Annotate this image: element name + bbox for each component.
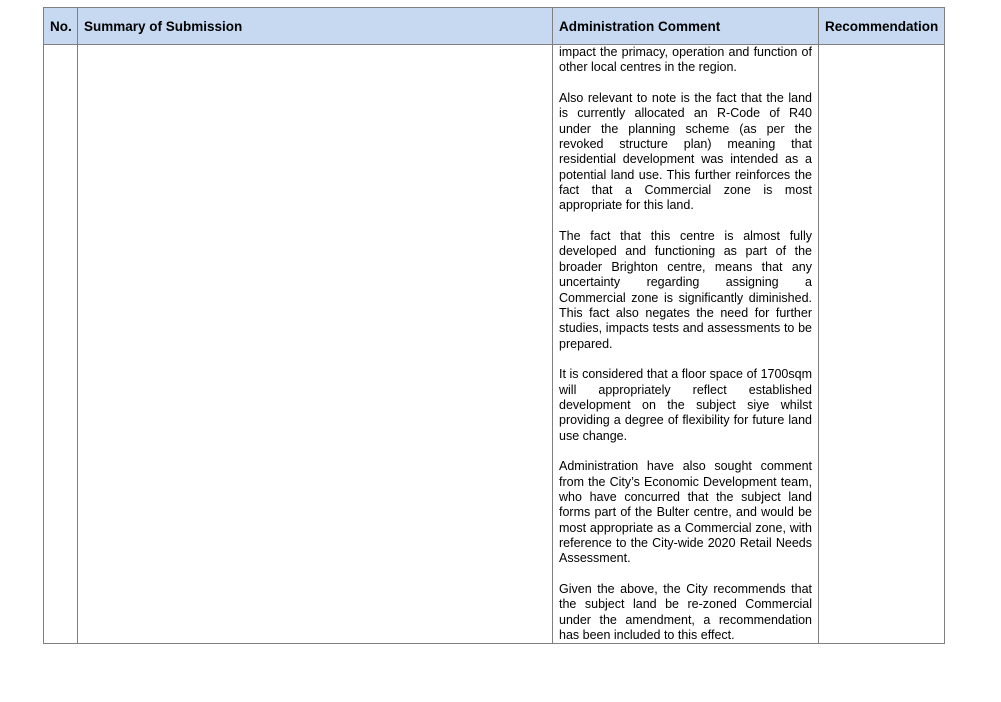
comment-paragraph: It is considered that a floor space of 1700sqm will appropriately reflect established development on the subject siye whilst providing a degree of flexibility for future land use change. [559,367,812,443]
comment-paragraph: The fact that this centre is almost fully developed and functioning as part of the broader Brighton centre, means that any uncertainty regarding assigning a Commercial zone is significantly diminished. This fact also negates the need for further studies, impacts tests and assessments to be prepared. [559,229,812,351]
comment-paragraph: Also relevant to note is the fact that the land is currently allocated an R-Code of R40 under the planning scheme (as per the revoked structure plan) meaning that residential development was intended as a potential land use. This further reinforces the fact that a Commercial zone is most appropriate for this land. [559,91,812,213]
comment-paragraph: impact the primacy, operation and function of other local centres in the region. [559,45,812,75]
header-comment: Administration Comment [553,8,819,45]
comment-paragraph: Given the above, the City recommends that the subject land be re-zoned Commercial under the amendment, a recommendation has been included to this effect. [559,582,812,643]
cell-recommendation [819,45,945,644]
header-summary: Summary of Submission [78,8,553,45]
cell-administration-comment [553,45,819,644]
header-no: No. [44,8,78,45]
cell-no [44,45,78,644]
header-recommendation: Recommendation [819,8,945,45]
table-row [44,45,945,644]
submissions-table [43,7,945,644]
cell-summary [78,45,553,644]
table-header-row [44,8,945,45]
comment-paragraph: Administration have also sought comment from the City’s Economic Development team, who have concurred that the subject land forms part of the Bulter centre, and would be most appropriate as a Commercial zone, with reference to the City-wide 2020 Retail Needs Assessment. [559,459,812,566]
